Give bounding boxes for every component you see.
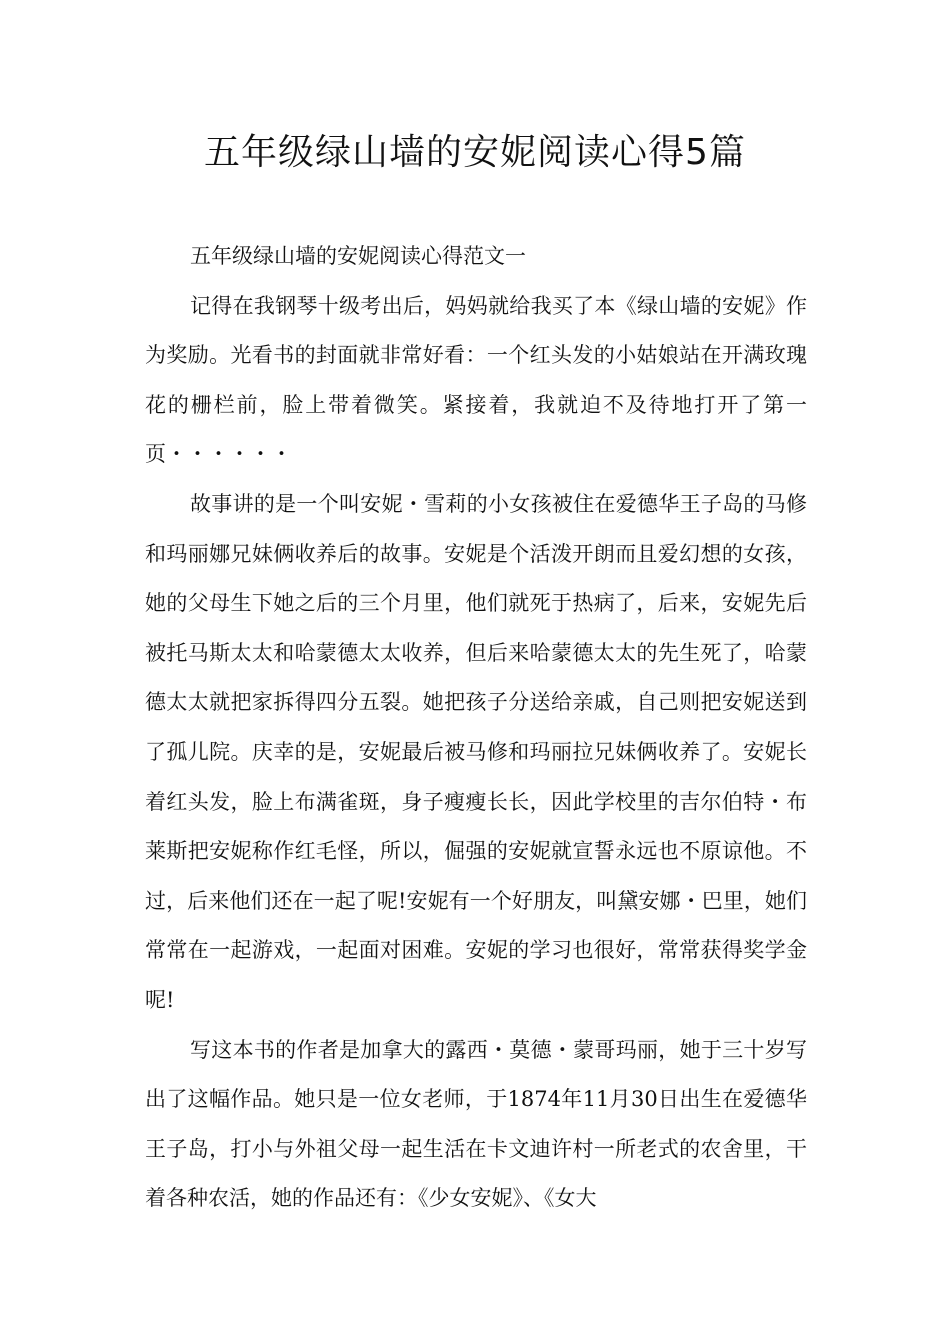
paragraph-2: 故事讲的是一个叫安妮・雪莉的小女孩被住在爱德华王子岛的马修和玛丽娜兄妹俩收养后的故事。安妮是个活泼开朗而且爱幻想的女孩，她的父母生下她之后的三个月里，他们就死于热病了，后来，安妮先后被托马斯太太和哈蒙德太太收养，但后来哈蒙德太太的先生死了，哈蒙德太太就把家拆得四分五裂。她把孩子分送给亲戚，自己则把安妮送到了孤儿院。庆幸的是，安妮最后被马修和玛丽拉兄妹俩收养了。安妮长着红头发，脸上布满雀斑，身子瘦瘦长长，因此学校里的吉尔伯特・布莱斯把安妮称作红毛怪，所以，倔强的安妮就宣誓永远也不原谅他。不过，后来他们还在一起了呢!安妮有一个好朋友，叫黛安娜・巴里，她们常常在一起游戏，一起面对困难。安妮的学习也很好，常常获得奖学金呢! [145,491,807,1012]
paragraph-3: 写这本书的作者是加拿大的露西・莫德・蒙哥玛丽，她于三十岁写出了这幅作品。她只是一位女老师，于1874年11月30日出生在爱德华王子岛，打小与外祖父母一起生活在卡文迪许村一所老式的农舍里，干着各种农活，她的作品还有：《少女安妮》、《女大 [145,1037,807,1211]
document-body [145,232,807,1224]
document-title: 五年级绿山墙的安妮阅读心得5篇 [204,132,746,173]
section-heading: 五年级绿山墙的安妮阅读心得范文一 [190,244,526,268]
paragraph-1: 记得在我钢琴十级考出后，妈妈就给我买了本《绿山墙的安妮》作为奖励。光看书的封面就非常好看：一个红头发的小姑娘站在开满玫瑰花的栅栏前，脸上带着微笑。紧接着，我就迫不及待地打开了第一页・・・・・・ [145,293,807,467]
